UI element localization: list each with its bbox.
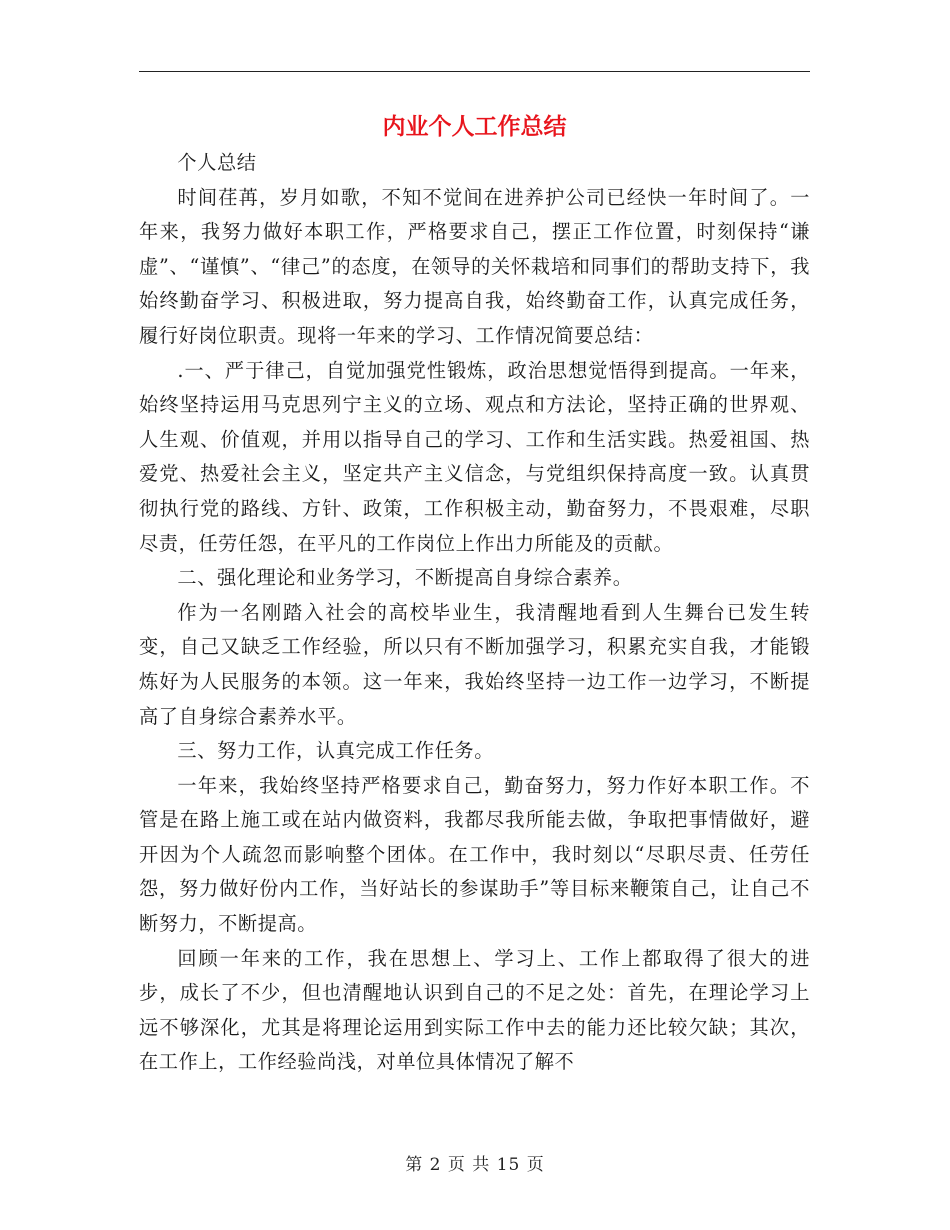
paragraph: 回顾一年来的工作，我在思想上、学习上、工作上都取得了很大的进步，成长了不少，但也清醒地认识到自己的不足之处：首先，在理论学习上远不够深化，尤其是将理论运用到实际工作中去的能力还比较欠缺；其次，在工作上，工作经验尚浅，对单位具体情况了解不 <box>139 946 810 1074</box>
paragraph: 时间荏苒，岁月如歌，不知不觉间在进养护公司已经快一年时间了。一年来，我努力做好本职工作，严格要求自己，摆正工作位置，时刻保持“谦虚”、“谨慎”、“律己”的态度，在领导的关怀栽培和同事们的帮助支持下，我始终勤奋学习、积极进取，努力提高自我，始终勤奋工作，认真完成任务，履行好岗位职责。现将一年来的学习、工作情况简要总结： <box>139 185 810 347</box>
paragraph-heading: 个人总结 <box>177 151 257 174</box>
paragraph: .一、严于律己，自觉加强党性锻炼，政治思想觉悟得到提高。一年来，始终坚持运用马克思列宁主义的立场、观点和方法论，坚持正确的世界观、人生观、价值观，并用以指导自己的学习、工作和生活实践。热爱祖国、热爱党、热爱社会主义，坚定共产主义信念，与党组织保持高度一致。认真贯彻执行党的路线、方针、政策，工作积极主动，勤奋努力，不畏艰难，尽职尽责，任劳任怨，在平凡的工作岗位上作出力所能及的贡献。 <box>139 358 810 555</box>
paragraph: 作为一名刚踏入社会的高校毕业生，我清醒地看到人生舞台已发生转变，自己又缺乏工作经验，所以只有不断加强学习，积累充实自我，才能锻炼好为人民服务的本领。这一年来，我始终坚持一边工作一边学习，不断提高了自身综合素养水平。 <box>139 600 810 728</box>
page-number: 第 2 页 共 15 页 <box>405 1155 545 1175</box>
section-heading: 二、强化理论和业务学习，不断提高自身综合素养。 <box>177 566 633 590</box>
header-rule <box>139 71 810 72</box>
document-title: 内业个人工作总结 <box>382 114 567 140</box>
section-heading: 三、努力工作，认真完成工作任务。 <box>177 739 494 763</box>
document-body <box>139 146 810 1080</box>
paragraph: 一年来，我始终坚持严格要求自己，勤奋努力，努力作好本职工作。不管是在路上施工或在站内做资料，我都尽我所能去做，争取把事情做好，避开因为个人疏忽而影响整个团体。在工作中，我时刻以“尽职尽责、任劳任怨，努力做好份内工作，当好站长的参谋助手”等目标来鞭策自己，让自己不断努力，不断提高。 <box>139 773 810 936</box>
